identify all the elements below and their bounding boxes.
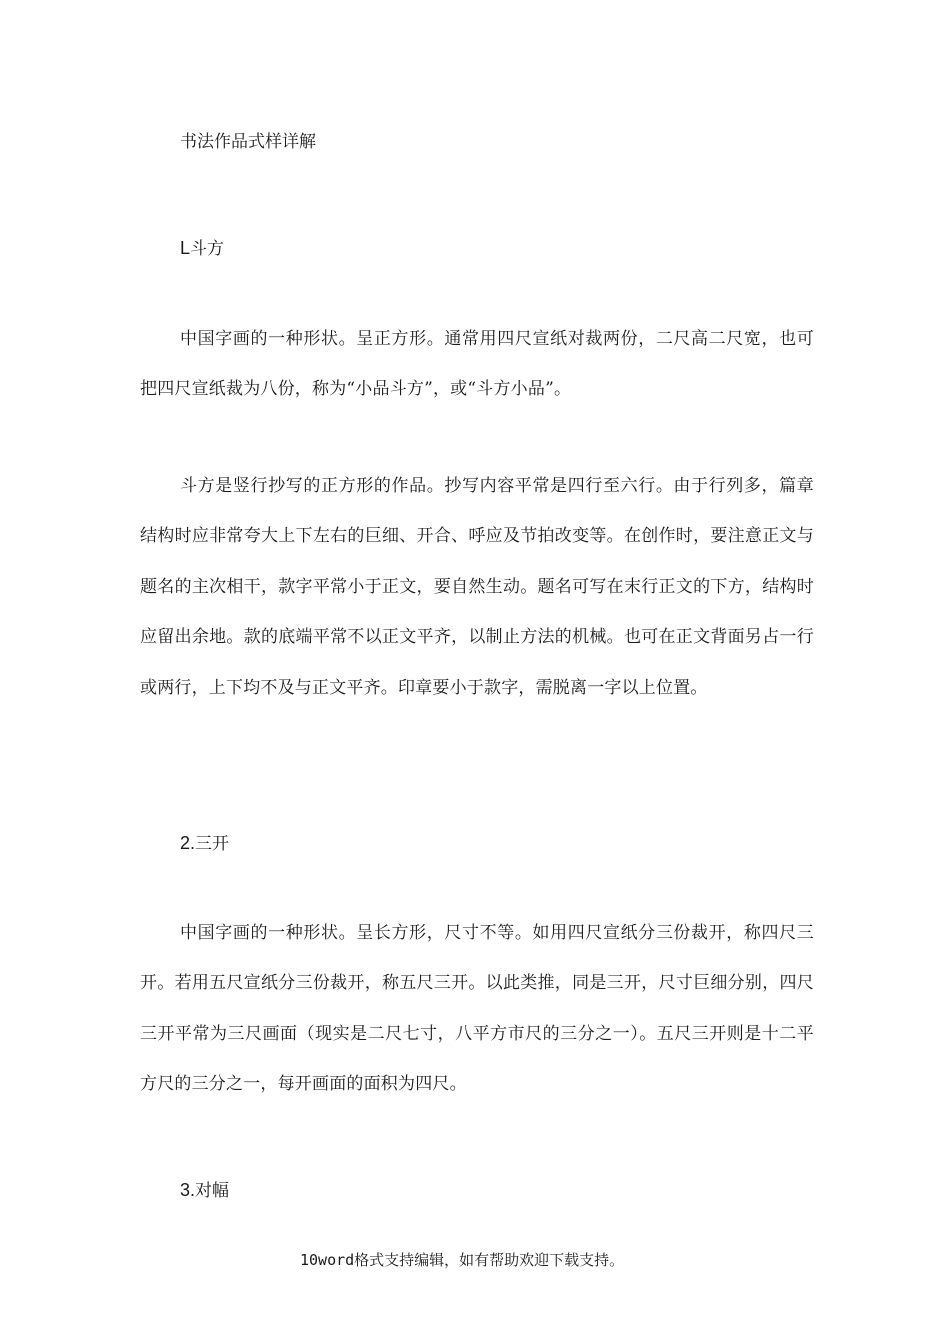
- section-heading-2: [180, 829, 229, 858]
- section-number: L: [180, 238, 191, 258]
- paragraph: 中国字画的一种形状。呈长方形，尺寸不等。如用四尺宣纸分三份裁开，称四尺三开。若用五尺宣纸分三份裁开，称五尺三开。以此类推，同是三开，尺寸巨细分别，四尺三开平常为三尺画面（现实是二尺七寸，八平方市尺的三分之一）。五尺三开则是十二平方尺的三分之一，每开画面的面积为四尺。: [140, 923, 814, 1095]
- footer-note: 10word格式支持编辑，如有帮助欢迎下载支持。: [300, 1251, 625, 1269]
- section-title: 三开: [195, 834, 230, 854]
- paragraph: 中国字画的一种形状。呈正方形。通常用四尺宣纸对裁两份，二尺高二尺宽，也可把四尺宣纸裁为八份，称为“小品斗方”，或“斗方小品”。: [140, 329, 814, 400]
- section-title: 斗方: [190, 239, 225, 259]
- section-number: 3.: [180, 1180, 196, 1200]
- paragraph: 斗方是竖行抄写的正方形的作品。抄写内容平常是四行至六行。由于行列多，篇章结构时应非常夸大上下左右的巨细、开合、呼应及节拍改变等。在创作时，要注意正文与题名的主次相干，款字平常小于正文，要自然生动。题名可写在末行正文的下方，结构时应留出余地。款的底端平常不以正文平齐，以制止方法的机械。也可在正文背面另占一行或两行，上下均不及与正文平齐。印章要小于款字，需脱离一字以上位置。: [140, 476, 814, 698]
- document-title: 书法作品式样详解: [180, 132, 316, 152]
- section-number: 2.: [180, 833, 196, 853]
- section-heading-3: [180, 1176, 229, 1205]
- section-title: 对幅: [195, 1181, 230, 1201]
- section-heading-1: [180, 234, 224, 263]
